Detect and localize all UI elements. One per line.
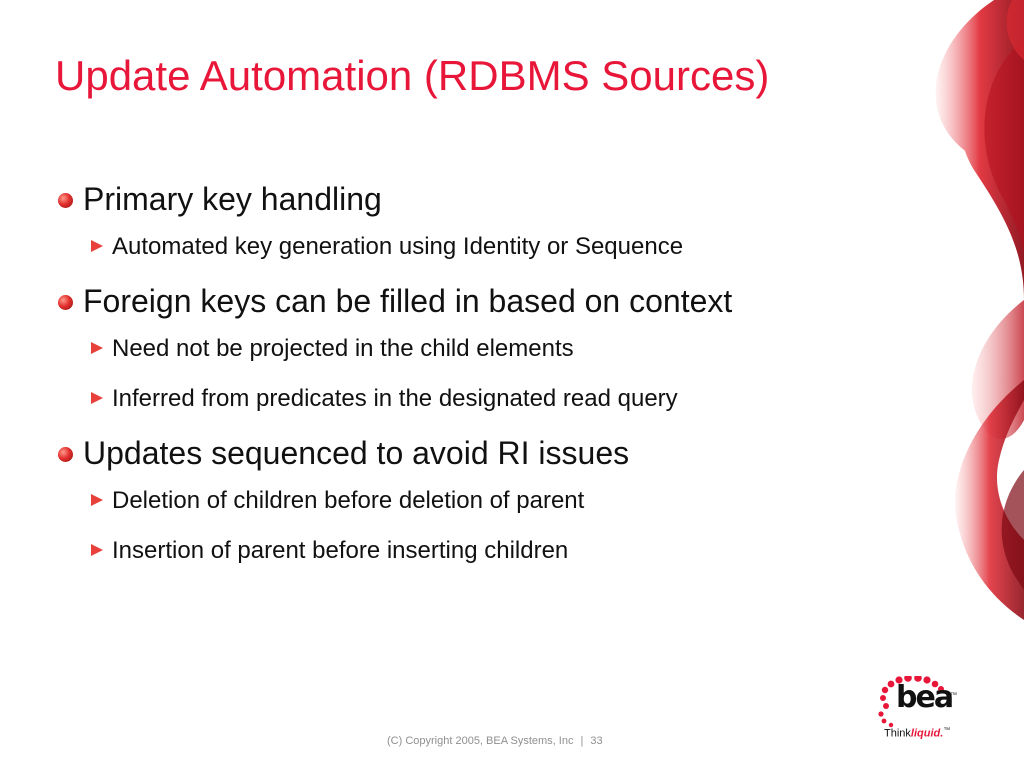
red-triangle-icon [91, 240, 103, 252]
sub-bullet-text: Need not be projected in the child elements [112, 335, 574, 362]
sub-bullet-text: Inferred from predicates in the designated read query [112, 385, 678, 412]
logo-tagline [884, 727, 950, 740]
red-ball-icon [58, 295, 73, 310]
copyright-text: (C) Copyright 2005, BEA Systems, Inc [387, 735, 574, 747]
red-triangle-icon [91, 544, 103, 556]
bullet-text: Foreign keys can be filled in based on context [83, 283, 733, 319]
bullet-item [58, 432, 918, 474]
sub-bullet-item [91, 536, 918, 566]
red-ball-icon [58, 447, 73, 462]
sub-bullet-text: Deletion of children before deletion of parent [112, 487, 585, 514]
sub-bullet-item [91, 486, 918, 516]
red-triangle-icon [91, 392, 103, 404]
bullet-text: Primary key handling [83, 181, 382, 217]
slide-title: Update Automation (RDBMS Sources) [55, 52, 770, 99]
logo-wordmark: bea [896, 680, 953, 715]
logo-trademark: ™ [950, 692, 957, 699]
bea-logo [876, 676, 960, 746]
footer-separator: | [580, 735, 584, 747]
sub-bullet-item [91, 334, 918, 364]
sub-bullet-item [91, 384, 918, 414]
tagline-trademark: ™ [943, 727, 951, 734]
footer [387, 735, 603, 747]
sub-bullet-text: Automated key generation using Identity or Sequence [112, 233, 684, 260]
tagline-think: Think [884, 727, 911, 740]
page-number: 33 [590, 735, 603, 747]
bullet-text: Updates sequenced to avoid RI issues [83, 435, 630, 471]
bullet-item [58, 178, 918, 220]
red-triangle-icon [91, 342, 103, 354]
red-ball-icon [58, 193, 73, 208]
bullet-list [58, 178, 918, 566]
red-triangle-icon [91, 494, 103, 506]
sub-bullet-item [91, 232, 918, 262]
bullet-item [58, 280, 918, 322]
sub-bullet-text: Insertion of parent before inserting children [112, 537, 569, 564]
tagline-liquid: liquid. [910, 727, 944, 740]
